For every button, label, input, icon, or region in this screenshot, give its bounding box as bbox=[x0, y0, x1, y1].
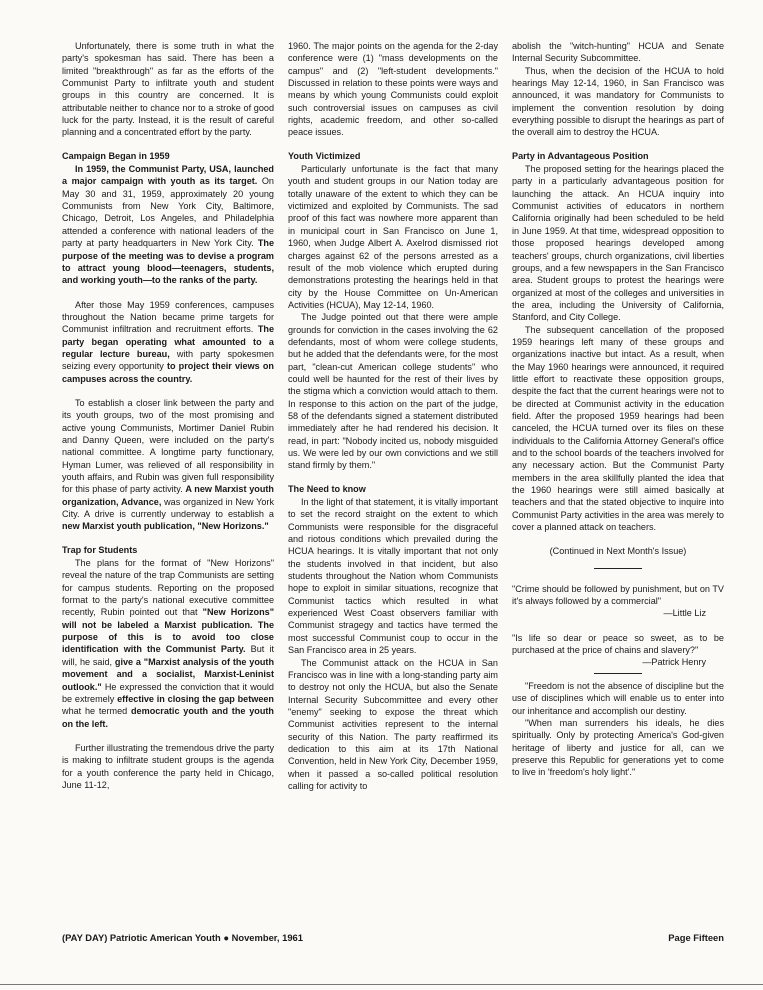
quote: "Is life so dear or peace so sweet, as to be purchased at the price of chains and slavery?" bbox=[512, 632, 724, 656]
paragraph: After those May 1959 conferences, campuses throughout the Nation became prime targets for Communist infiltration and recruitment efforts. The party began operating what amounted to a regular lecture bureau, with party spokesmen seizing every opportunity to project their views on campuses across the country. bbox=[62, 299, 274, 384]
quote: "Crime should be followed by punishment, but on TV it's always followed by a commercial" bbox=[512, 583, 724, 607]
column-3 bbox=[512, 40, 724, 779]
continued-note: (Continued in Next Month's Issue) bbox=[549, 546, 687, 557]
paragraph: Particularly unfortunate is the fact that many youth and student groups in our Nation today are totally unaware of the extent to which they can be victimized and exploited by Communists. The sad proof of this fact was nowhere more apparent than in municipal court in San Francisco on June 1, 1960, when Judge Albert A. Axelrod dismissed riot charges against 62 of the persons arrested as a result of the mob violence which erupted during demonstrations protesting the hearings held in that city by the House Committee on Un-American Activities (HCUA), May 12-14, 1960. bbox=[288, 164, 498, 310]
section-heading: Trap for Students bbox=[62, 544, 138, 555]
quote: "When man surrenders his ideals, he dies spiritually. Only by protecting America's God-given heritage of liberty and justice for all, can we preserve this Republic for generations yet to come to live in 'freedom's holy light'." bbox=[512, 717, 724, 778]
bottom-rule bbox=[0, 984, 763, 985]
quote-attribution: —Patrick Henry bbox=[642, 657, 706, 668]
paragraph: Unfortunately, there is some truth in what the party's spokesman has said. There has been a limited "breakthrough" as far as the efforts of the Communist Party to infiltrate youth and student groups in this country are concerned. It is attributable neither to chance nor to a stroke of good luck for the party. Instead, it is the result of careful planning and a concentrated effort by the party. bbox=[62, 41, 274, 138]
paragraph: In the light of that statement, it is vitally important to set the record straight on the extent to which Communists were responsible for the disgraceful and riotous conditions which prevailed during the HCUA hearings. It is vitally important that not only the students involved in that incident, but also students throughout the Nation whom Communists hope to exploit in similar situations, recognize that Communist tactics which resulted in what experienced West Coast observers familiar with Communist stragegy and tactics have termed the most successful Communist coup to occur in the San Francisco area in 25 years. bbox=[288, 497, 498, 656]
paragraph: Thus, when the decision of the HCUA to hold hearings May 12-14, 1960, in San Francisco was announced, it was mandatory for Communists to implement the convention resolution by doing everything possible to disrupt the hearings as part of the overall aim to destroy the HCUA. bbox=[512, 65, 724, 138]
paragraph: The Judge pointed out that there were ample grounds for conviction in the cases involving the 62 defendants, most of whom were college students, but he added that the defendants were, for the most part, "clean-cut American college students" who could well be haunted for the rest of their lives by the stigma which a conviction would attach to them. In response to this action on the part of the judge, 58 of the defendants signed a statement distributed immediately after he had rendered his decision. It read, in part: "Nobody incited us, nobody misguided us. We were led by our own convictions and we still stand firmly by them." bbox=[288, 312, 498, 471]
paragraph: To establish a closer link between the party and its youth groups, two of the most promising and active young Communists, Mortimer Daniel Rubin and Danny Queen, were included on the party's national committee. A longtime party functionary, Hyman Lumer, was relieved of all responsibility in youth affairs, and Rubin was given full responsibility for this phase of party activity. A new Marxist youth organization, Advance, was organized in New York City. A drive is currently underway to establish a new Marxist youth publication, "New Horizons." bbox=[62, 397, 274, 532]
quote-attribution: —Little Liz bbox=[663, 608, 706, 619]
divider bbox=[594, 673, 642, 674]
paragraph: The subsequent cancellation of the proposed 1959 hearings left many of these groups and organizations inactive but intact. As a result, when the May 1960 hearings were announced, it required little effort to reactivate these opposition groups, despite the fact that the current hearings were not to be directed at Communist activity in the education field. After the proposed 1959 hearings had been canceled, the HCUA turned over its files on these individuals to the California Attorney General's office and to the school boards of the teachers involved for any necessary action. But the Communist Party members in the area skillfully planted the idea that the 1960 hearings were still aimed basically at teachers and that the stated objective to inquire into Communist Party activities in the area was merely to cover a planned attack on teachers. bbox=[512, 324, 724, 533]
paragraph: abolish the "witch-hunting" HCUA and Senate Internal Security Subcommittee. bbox=[512, 41, 724, 64]
section-heading: Party in Advantageous Position bbox=[512, 150, 649, 161]
column-2 bbox=[288, 40, 498, 792]
paragraph: Further illustrating the tremendous drive the party is making to infiltrate student groups is the agenda for a youth conference the party held in Chicago, June 11-12, bbox=[62, 742, 274, 790]
section-heading: Youth Victimized bbox=[288, 150, 361, 161]
publication-line: (PAY DAY) Patriotic American Youth ● November, 1961 bbox=[62, 932, 303, 943]
section-heading: Campaign Began in 1959 bbox=[62, 150, 170, 161]
paragraph: The proposed setting for the hearings placed the party in a particularly advantageous position for launching the attack. An HCUA inquiry into Communist activities of educators in northern California originally had been scheduled to be held in June 1959. At that time, widespread opposition to those proposed hearings developed among teachers' groups, church organizations, civil liberties groups, and a few newspapers in the San Francisco area. Student groups to protest the hearings were organized at most of the colleges and universities in the area, including the University of California, Stanford, and City College. bbox=[512, 164, 724, 323]
page-number: Page Fifteen bbox=[668, 932, 724, 943]
page-footer bbox=[62, 932, 724, 943]
paragraph: 1960. The major points on the agenda for the 2-day conference were (1) "mass developments on the campus" and (2) "left-student developments." Discussed in relation to these points were ways and means by which young Communists could exploit such controversial issues on campuses as civil rights, academic freedom, and other so-called peace issues. bbox=[288, 41, 498, 138]
section-heading: The Need to know bbox=[288, 483, 366, 494]
paragraph: In 1959, the Communist Party, USA, launched a major campaign with youth as its target. On May 30 and 31, 1959, approximately 20 young Communists from New York City, Baltimore, Chicago, Detroit, Los Angeles, and Philadelphia attended a conference with national leaders of the party at party headquarters in New York City. The purpose of the meeting was to devise a program to attract young blood—teenagers, students, and working youth—to the ranks of the party. bbox=[62, 164, 274, 286]
quote: "Freedom is not the absence of discipline but the use of disciplines which will enable us to enter into our inheritance and accomplish our destiny. bbox=[512, 680, 724, 716]
divider bbox=[594, 568, 642, 569]
paragraph: The Communist attack on the HCUA in San Francisco was in line with a long-standing party aim to destroy not only the HCUA, but also the Senate Internal Security Subcommittee and every other "enemy" seeking to expose the threat which Communist activities represent to the internal security of this Nation. The party reaffirmed its dedication to this aim at its 17th National Convention, held in New York City, December 1959, when it passed a so-called political resolution calling for activity to bbox=[288, 657, 498, 791]
column-1 bbox=[62, 40, 274, 791]
paragraph: The plans for the format of "New Horizons" reveal the nature of the trap Communists are setting for campus students. Reporting on the proposed format to the party's national executive committee recently, Rubin pointed out that "New Horizons" will not be labeled a Marxist publication. The purpose of this is to avoid too close identification with the Communist Party. But it will, he said, give a "Marxist analysis of the youth movement and a socialist, Marxist-Leninist outlook." He expressed the conviction that it would be extremely effective in closing the gap between what he termed democratic youth and the youth on the left. bbox=[62, 558, 275, 729]
